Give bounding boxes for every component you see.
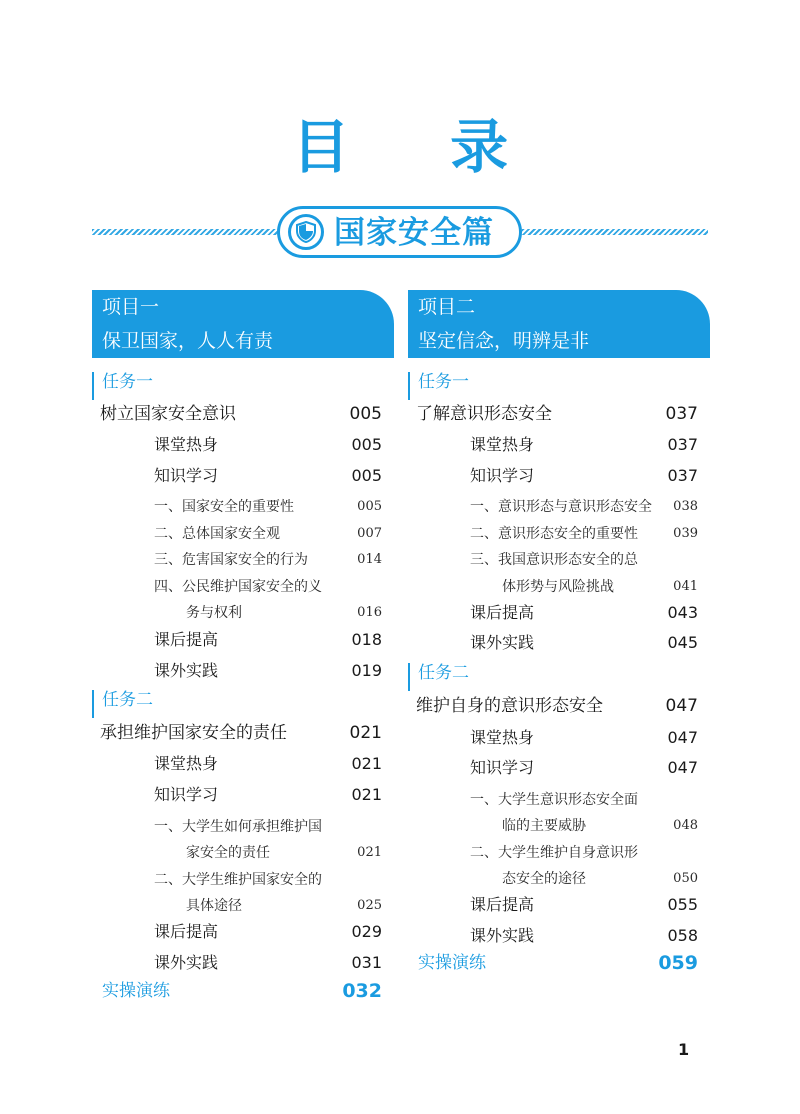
toc-entry-page: 014 <box>357 552 382 567</box>
toc-entry-title: 树立国家安全意识 <box>100 404 236 424</box>
toc-entry[interactable] <box>92 660 382 682</box>
toc-entry-title: 知识学习 <box>154 466 219 485</box>
toc-entry[interactable] <box>92 629 382 651</box>
toc-entry-page: 032 <box>342 980 382 1002</box>
toc-entry-page: 047 <box>667 758 698 777</box>
toc-entry-title: 课外实践 <box>154 661 219 680</box>
toc-entry-title: 维护自身的意识形态安全 <box>416 696 603 716</box>
toc-entry[interactable] <box>408 524 698 544</box>
toc-entry[interactable] <box>408 894 698 916</box>
toc-entry[interactable] <box>92 465 382 487</box>
project-title: 保卫国家，人人有责 <box>102 330 274 352</box>
toc-entry-title: 课堂热身 <box>154 435 219 454</box>
task-label: 任务二 <box>408 663 469 691</box>
toc-entry-page: 021 <box>351 785 382 804</box>
toc-entry-page: 038 <box>673 499 698 514</box>
toc-entry-title: 二、意识形态安全的重要性 <box>470 526 638 542</box>
toc-entry-page: 041 <box>673 579 698 594</box>
toc-column-project-1 <box>92 290 394 1002</box>
toc-entry-title: 四、公民维护国家安全的义 <box>154 579 322 595</box>
toc-entry[interactable] <box>408 577 698 597</box>
toc-entry-title: 实操演练 <box>102 981 170 1001</box>
toc-entry-title: 二、大学生维护国家安全的 <box>154 872 322 888</box>
toc-entry-title: 课后提高 <box>154 630 219 649</box>
toc-entry-title: 课外实践 <box>154 953 219 972</box>
toc-entry-page: 005 <box>351 466 382 485</box>
toc-entry[interactable] <box>408 843 698 863</box>
toc-entry-title: 三、我国意识形态安全的总 <box>470 552 638 568</box>
toc-entry-page: 047 <box>667 728 698 747</box>
toc-entry[interactable] <box>408 727 698 749</box>
task-label: 任务一 <box>92 372 153 400</box>
shield-icon <box>288 214 324 250</box>
toc-entry[interactable] <box>92 550 382 570</box>
toc-entry-title: 具体途径 <box>186 898 242 914</box>
toc-entry-page: 005 <box>357 499 382 514</box>
toc-entry-page: 025 <box>357 898 382 913</box>
toc-entry[interactable] <box>92 921 382 943</box>
page-title: 目 录 <box>291 113 549 181</box>
toc-entry-practice[interactable] <box>408 952 698 974</box>
toc-entry[interactable] <box>408 403 698 425</box>
toc-entry-title: 二、大学生维护自身意识形 <box>470 845 638 861</box>
toc-entry-title: 知识学习 <box>470 466 535 485</box>
toc-entry[interactable] <box>92 952 382 974</box>
task-label: 任务一 <box>408 372 469 400</box>
toc-entry[interactable] <box>408 497 698 517</box>
project-title: 坚定信念，明辨是非 <box>418 330 590 352</box>
toc-entry-title: 课后提高 <box>470 603 535 622</box>
toc-entry[interactable] <box>408 790 698 810</box>
toc-entry-page: 005 <box>349 404 382 424</box>
toc-entry-title: 家安全的责任 <box>186 845 270 861</box>
toc-entry-title: 一、意识形态与意识形态安全 <box>470 499 652 515</box>
toc-entry[interactable] <box>408 550 698 570</box>
toc-entry[interactable] <box>408 925 698 947</box>
toc-entry-title: 课外实践 <box>470 633 535 652</box>
toc-entry-page: 043 <box>667 603 698 622</box>
toc-entry-title: 体形势与风险挑战 <box>502 579 614 595</box>
toc-entry[interactable] <box>92 870 382 890</box>
toc-entry-page: 018 <box>351 630 382 649</box>
toc-entry-page: 016 <box>357 605 382 620</box>
toc-entry-page: 019 <box>351 661 382 680</box>
toc-entry-page: 059 <box>658 952 698 974</box>
toc-entry-title: 课堂热身 <box>154 754 219 773</box>
toc-entry-title: 一、国家安全的重要性 <box>154 499 294 515</box>
section-title: 国家安全篇 <box>334 215 494 251</box>
section-divider-right <box>522 228 708 236</box>
project-number: 项目一 <box>102 296 160 318</box>
toc-entry-title: 务与权利 <box>186 605 242 621</box>
toc-entry-title: 三、危害国家安全的行为 <box>154 552 308 568</box>
toc-entry[interactable] <box>92 603 382 623</box>
toc-entry-title: 二、总体国家安全观 <box>154 526 280 542</box>
toc-entry[interactable] <box>408 816 698 836</box>
toc-entry-page: 029 <box>351 922 382 941</box>
toc-entry-title: 课堂热身 <box>470 728 535 747</box>
toc-entry[interactable] <box>92 524 382 544</box>
toc-entry-page: 005 <box>351 435 382 454</box>
toc-entry-title: 课堂热身 <box>470 435 535 454</box>
toc-entry[interactable] <box>92 784 382 806</box>
toc-entry[interactable] <box>92 403 382 425</box>
toc-entry-title: 态安全的途径 <box>502 871 586 887</box>
toc-entry-page: 021 <box>357 845 382 860</box>
toc-entry-title: 一、大学生如何承担维护国 <box>154 819 322 835</box>
toc-entry[interactable] <box>92 896 382 916</box>
toc-entry-title: 课后提高 <box>154 922 219 941</box>
section-banner <box>277 206 522 258</box>
toc-entry-page: 045 <box>667 633 698 652</box>
toc-entry[interactable] <box>92 434 382 456</box>
toc-entry[interactable] <box>408 695 698 717</box>
toc-entry-page: 048 <box>673 818 698 833</box>
toc-entry-page: 021 <box>351 754 382 773</box>
toc-entry-page: 037 <box>667 466 698 485</box>
task-label: 任务二 <box>92 690 153 718</box>
project-header <box>408 290 710 358</box>
project-number: 项目二 <box>418 296 476 318</box>
toc-entry[interactable] <box>92 753 382 775</box>
toc-entry-page: 047 <box>665 696 698 716</box>
toc-entry-page: 007 <box>357 526 382 541</box>
toc-entry-title: 知识学习 <box>470 758 535 777</box>
toc-entry-page: 021 <box>349 723 382 743</box>
toc-entry-practice[interactable] <box>92 980 382 1002</box>
toc-entry[interactable] <box>92 577 382 597</box>
toc-entry-page: 037 <box>665 404 698 424</box>
toc-entry-title: 了解意识形态安全 <box>416 404 552 424</box>
toc-entry[interactable] <box>92 497 382 517</box>
project-header <box>92 290 394 358</box>
toc-entry[interactable] <box>92 722 382 744</box>
toc-entry-page: 055 <box>667 895 698 914</box>
toc-entry[interactable] <box>408 869 698 889</box>
toc-entry[interactable] <box>408 757 698 779</box>
toc-entry[interactable] <box>408 434 698 456</box>
toc-entry-page: 031 <box>351 953 382 972</box>
toc-entry-title: 课后提高 <box>470 895 535 914</box>
page-number: 1 <box>678 1040 690 1059</box>
toc-column-project-2 <box>408 290 710 974</box>
toc-entry-title: 实操演练 <box>418 953 486 973</box>
toc-entry[interactable] <box>408 465 698 487</box>
toc-entry[interactable] <box>92 843 382 863</box>
toc-entry-title: 知识学习 <box>154 785 219 804</box>
toc-entry-page: 050 <box>673 871 698 886</box>
toc-entry-title: 承担维护国家安全的责任 <box>100 723 287 743</box>
toc-entry-page: 058 <box>667 926 698 945</box>
toc-entry[interactable] <box>408 632 698 654</box>
toc-entry-page: 037 <box>667 435 698 454</box>
toc-entry-title: 临的主要威胁 <box>502 818 586 834</box>
toc-entry[interactable] <box>92 817 382 837</box>
toc-entry-title: 一、大学生意识形态安全面 <box>470 792 638 808</box>
toc-entry-page: 039 <box>673 526 698 541</box>
section-divider-left <box>92 228 277 236</box>
toc-entry-title: 课外实践 <box>470 926 535 945</box>
toc-entry[interactable] <box>408 602 698 624</box>
